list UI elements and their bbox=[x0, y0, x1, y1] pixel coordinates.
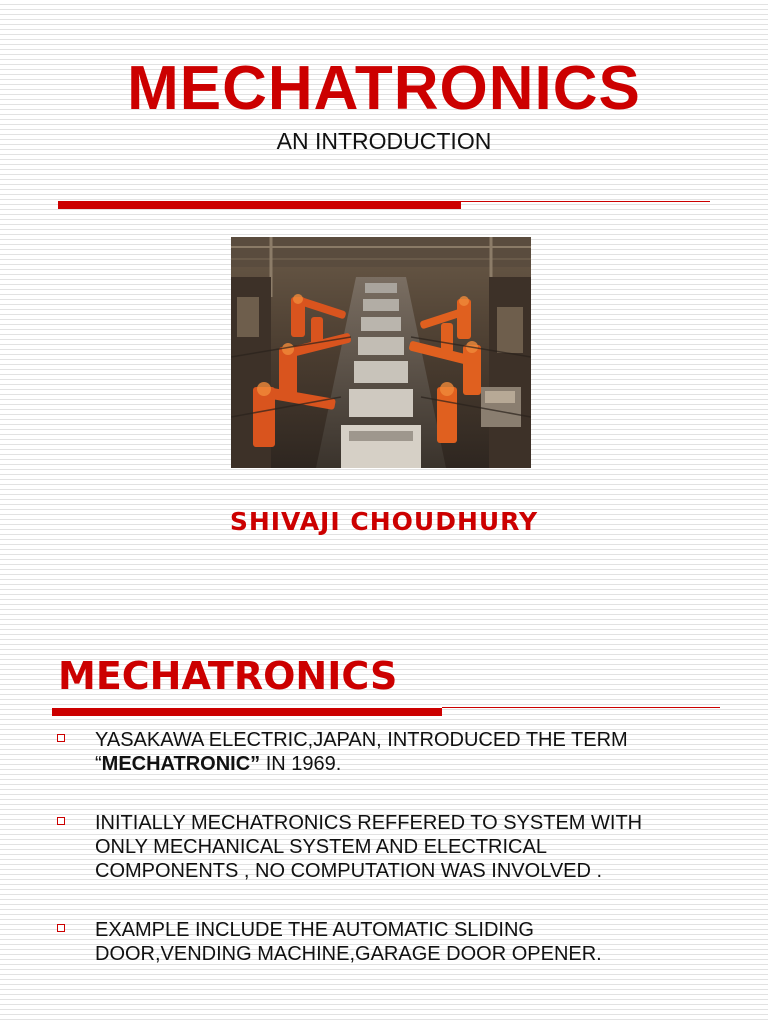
title-divider-thin bbox=[461, 201, 710, 202]
bullet-list bbox=[55, 728, 735, 966]
list-item bbox=[55, 811, 735, 883]
bullet-line: COMPONENTS , NO COMPUTATION WAS INVOLVED . bbox=[95, 860, 603, 882]
slide-title: MECHATRONICS bbox=[127, 54, 641, 123]
bullet-tail: IN 1969. bbox=[260, 753, 342, 775]
bold-term: MECHATRONIC” bbox=[101, 753, 261, 775]
bullet-line: INITIALLY MECHATRONICS REFFERED TO SYSTEM WITH bbox=[95, 812, 643, 834]
heading-divider-thin bbox=[442, 707, 720, 708]
title-divider-thick bbox=[58, 201, 461, 209]
list-item bbox=[55, 918, 735, 966]
bullet-line: EXAMPLE INCLUDE THE AUTOMATIC SLIDING bbox=[95, 919, 534, 941]
list-item bbox=[55, 728, 735, 776]
slide-heading: MECHATRONICS bbox=[58, 654, 398, 698]
robot-assembly-line-photo bbox=[231, 237, 531, 468]
content-slide bbox=[0, 610, 768, 1024]
hollow-square-icon bbox=[57, 924, 65, 932]
hollow-square-icon bbox=[57, 817, 65, 825]
bullet-line: YASAKAWA ELECTRIC,JAPAN, INTRODUCED THE TERM bbox=[95, 729, 628, 751]
bullet-line: DOOR,VENDING MACHINE,GARAGE DOOR OPENER. bbox=[95, 943, 602, 965]
heading-divider-thick bbox=[52, 708, 442, 716]
hollow-square-icon bbox=[57, 734, 65, 742]
bullet-line: ONLY MECHANICAL SYSTEM AND ELECTRICAL bbox=[95, 836, 547, 858]
open-quote: “ bbox=[95, 753, 102, 775]
bullet-line bbox=[95, 752, 735, 776]
slide-subtitle: AN INTRODUCTION bbox=[276, 128, 492, 154]
author-name: SHIVAJI CHOUDHURY bbox=[229, 507, 539, 536]
